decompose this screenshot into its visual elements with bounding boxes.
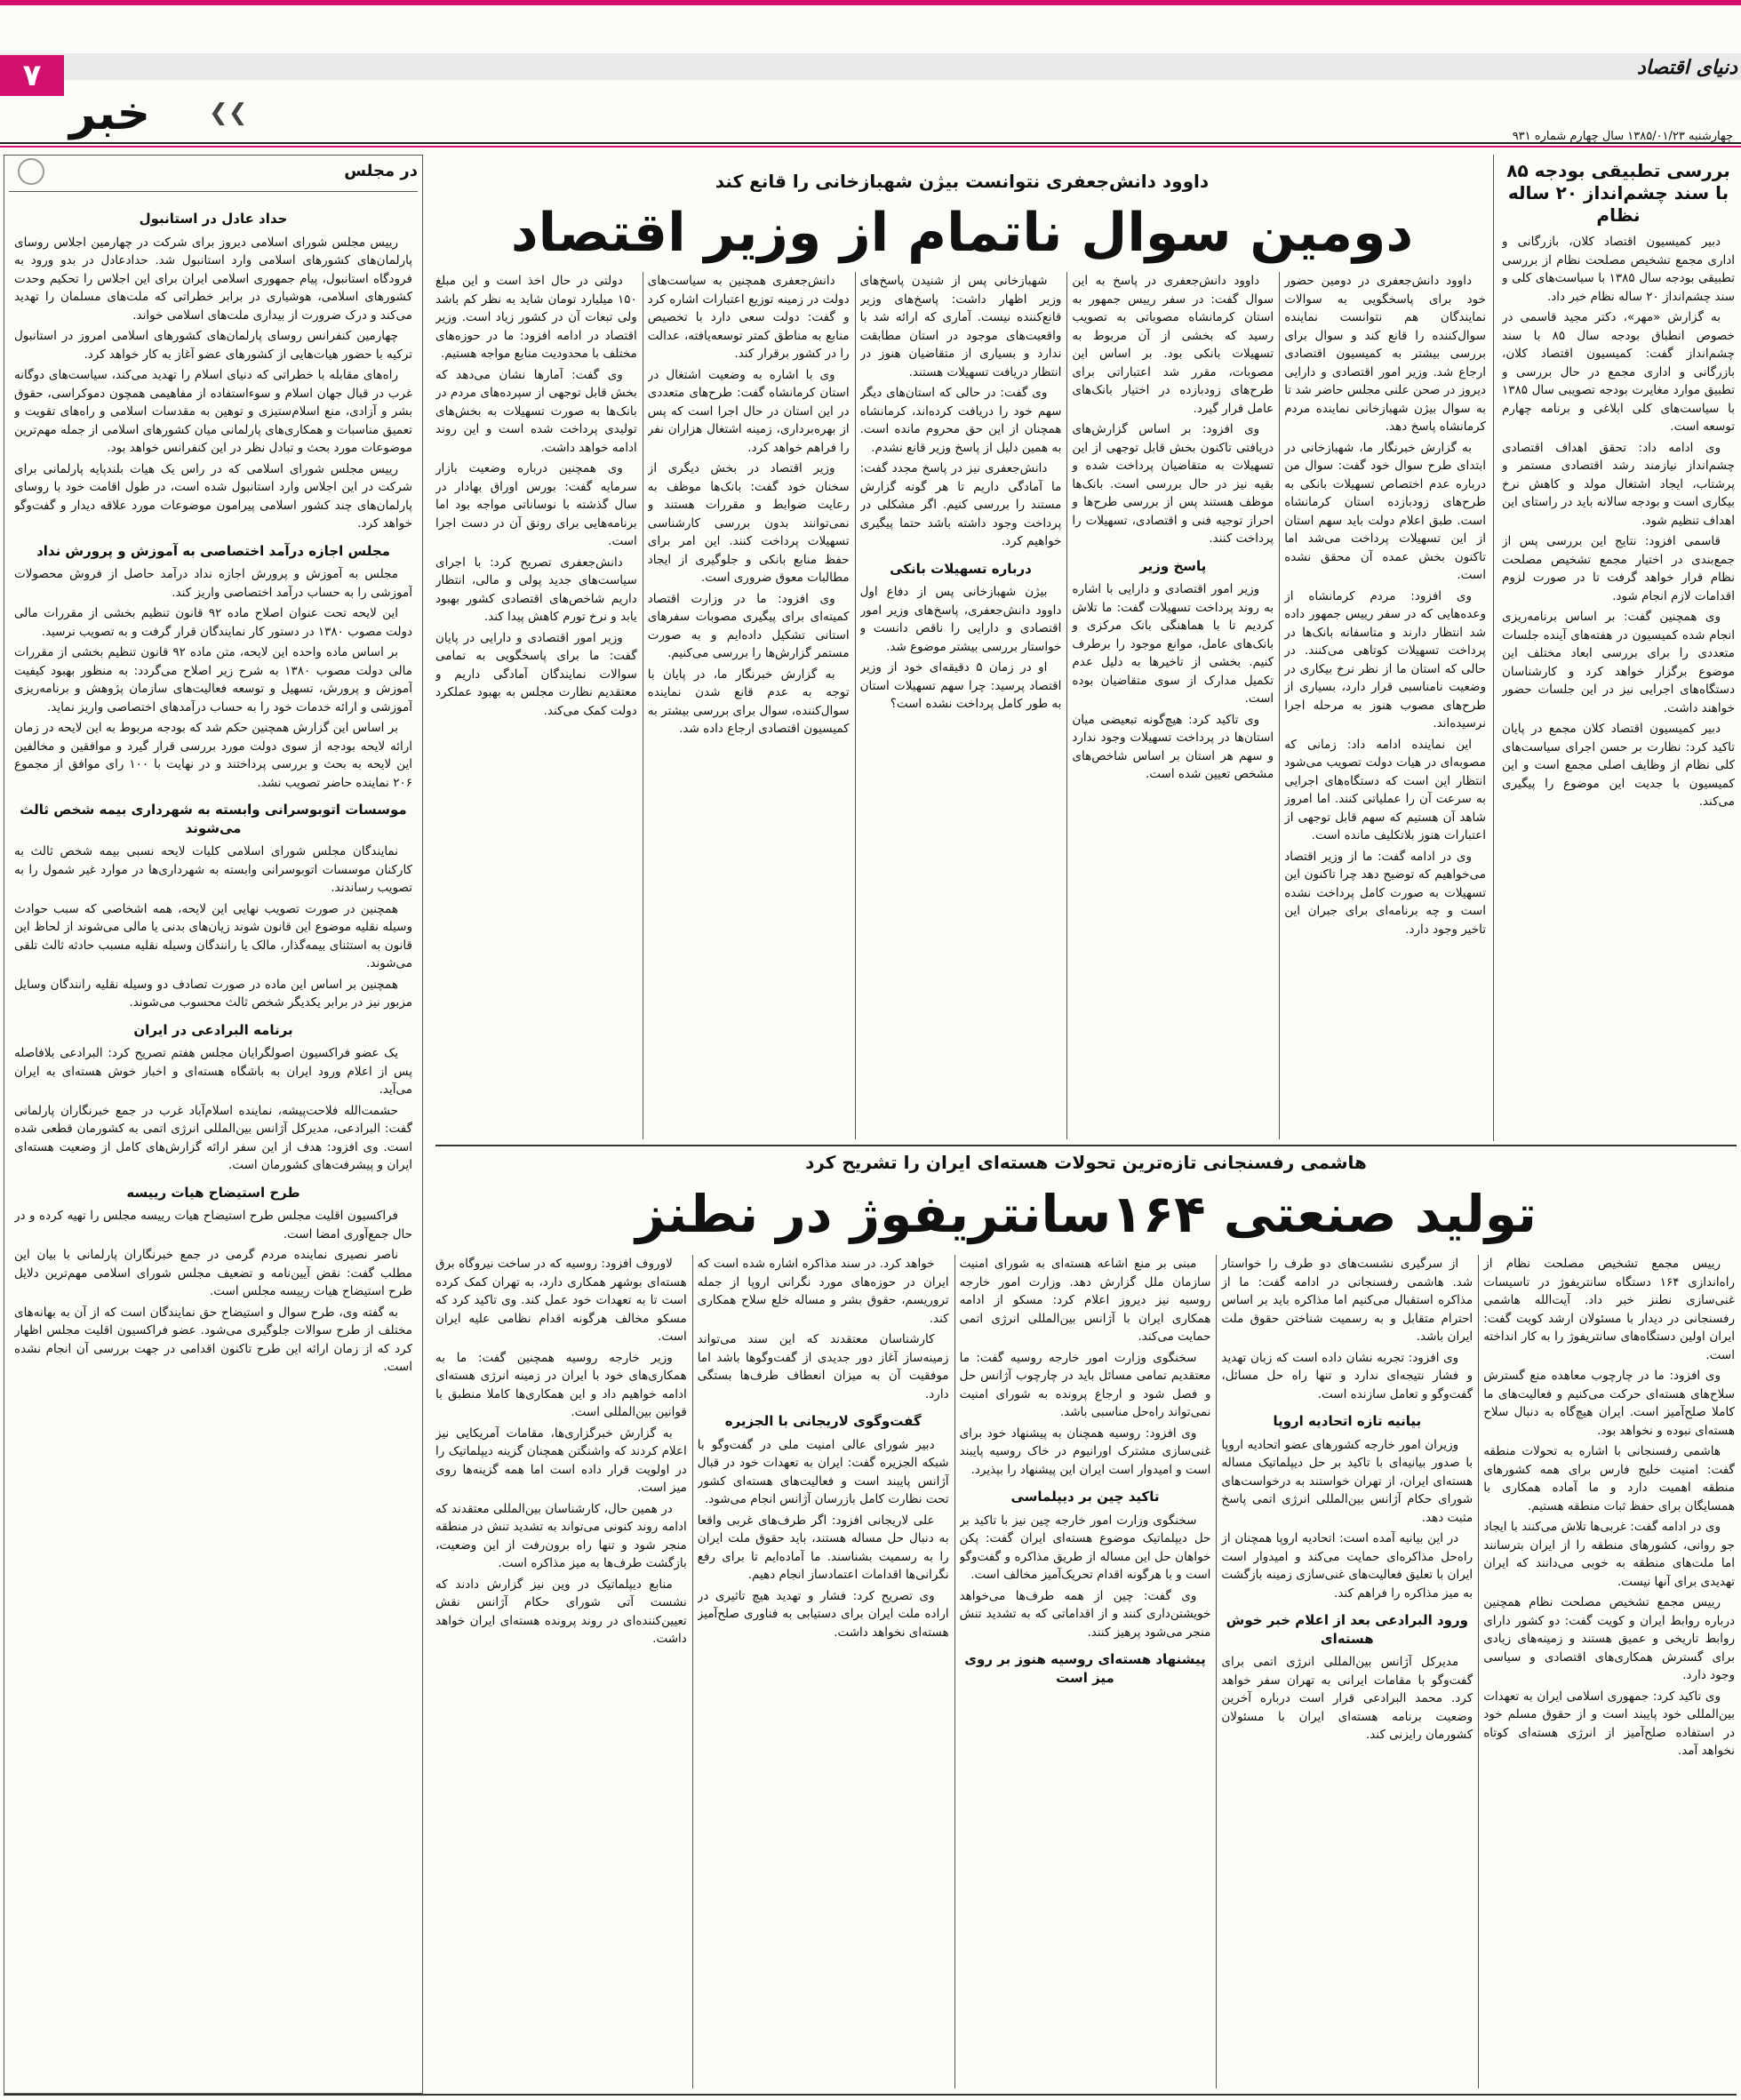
article2-paragraph: سخنگوی وزارت امور خارجه چین نیز با تاکید بر حل دیپلماتیک موضوع هسته‌ای ایران گفت: پکن خواهان حل این مساله از طریق مذاکره و گفت‌وگو است و با هرگونه اقدام تحریک‌آمیز مخالف است. — [959, 1513, 1211, 1582]
article2-paragraph: وزیر خارجه روسیه همچنین گفت: ما به همکاری‌های خود با ایران در زمینه انرژی هسته‌ای ادامه خواهیم داد و این همکاری‌ها کاملا منطبق با قوانین بین‌المللی است. — [435, 1350, 687, 1419]
article2-paragraph: لاوروف افزود: روسیه که در ساخت نیروگاه برق هسته‌ای بوشهر همکاری دارد، به تهران کمک کرده است تا به تعهدات خود عمل کند. وی تاکید کرد که مسکو مخالف هرگونه اقدام نظامی علیه ایران است. — [435, 1257, 687, 1344]
article1-paragraph: وی افزود: ما در وزارت اقتصاد کمیته‌ای برای پیگیری مصوبات سفرهای استانی تشکیل داده‌ایم و به صورت مستمر گزارش‌ها را بررسی می‌کنیم. — [647, 591, 850, 660]
sidebar-paragraph: بر اساس این گزارش همچنین حکم شد که بودجه مربوط به این لایحه در زمان ارائه لایحه بودجه از سوی دولت مورد بررسی قرار گیرد و موافقین و مخالفین این لایحه به بحث و بررسی پرداختند و در نهایت با ۱۰۰ رای موافق از مجموع ۲۰۶ نماینده حاضر تصویب نشد. — [14, 721, 412, 790]
article2-paragraph: کارشناسان معتقدند که این سند می‌تواند زمینه‌ساز آغاز دور جدیدی از گفت‌وگوها باشد اما موفقیت آن به میزان انعطاف طرف‌ها بستگی دارد. — [697, 1332, 949, 1401]
article1-paragraph: وزیر امور اقتصادی و دارایی در پایان گفت: ما برای پاسخگویی به تمامی سوالات نمایندگان آمادگی داریم و معتقدیم نظارت مجلس به بهبود عملکرد دولت کمک می‌کند. — [435, 630, 637, 718]
sidebar-paragraph: فراکسیون اقلیت مجلس طرح استیضاح هیات رییسه مجلس را تهیه کرده و در حال جمع‌آوری امضا است. — [14, 1209, 412, 1242]
article1-column — [860, 272, 1062, 1139]
article1-paragraph: وی افزود: مردم کرمانشاه از وعده‌هایی که در سفر رییس جمهور داده شد انتظار دارند و متاسفانه بانک‌ها در پرداخت تسهیلات کوتاهی می‌کنند. در حالی که استان ما از نظر نرخ بیکاری در وضعیت نامناسبی قرار دارد، بسیاری از طرح‌های مصوب هنوز به مرحله اجرا نرسیده‌اند. — [1284, 588, 1486, 731]
article1-column-rule — [855, 272, 856, 1139]
sidebar-paragraph: چهارمین کنفرانس روسای پارلمان‌های کشورهای اسلامی امروز در استانبول ترکیه با حضور هیات‌هایی از کشورهای عضو آغاز به کار خواهد کرد. — [14, 329, 412, 362]
article2-subheading: پیشنهاد هسته‌ای روسیه هنوز بر روی میز است — [964, 1651, 1206, 1686]
article1-paragraph: دانش‌جعفری نیز در پاسخ مجدد گفت: ما آمادگی داریم تا هر گونه گزارش مستند را بررسی کنیم. اگر مشکلی در پرداخت وجود داشته باشد حتما پیگیری خواهیم کرد. — [859, 461, 1062, 548]
article2-paragraph: از سرگیری نشست‌های دو طرف را خواستار شد. هاشمی رفسنجانی در ادامه گفت: ما از مذاکره استقبال می‌کنیم اما مذاکره باید بر اساس احترام متقابل و به رسمیت شناختن حقوق ملت ایران باشد. — [1221, 1257, 1473, 1344]
sidebar-paragraph: یک عضو فراکسیون اصولگرایان مجلس هفتم تصریح کرد: البرادعی بلافاصله پس از اعلام ورود ایران به باشگاه هسته‌ای و اخبار خوش هسته‌ای به ایران می‌آید. — [14, 1046, 412, 1097]
article2-subheading: بیانیه تازه اتحادیه اروپا — [1273, 1413, 1422, 1429]
article2-paragraph: وی در ادامه گفت: غربی‌ها تلاش می‌کنند با ایجاد جو روانی، کشورهای منطقه را از ایران بترسانند اما ملت‌های منطقه به خوبی می‌دانند که ایران تهدیدی برای آنها نیست. — [1483, 1520, 1735, 1589]
sidebar-section-heading: برنامه البرادعی در ایران — [133, 1021, 293, 1038]
sidebar-paragraph: حشمت‌الله فلاحت‌پیشه، نماینده اسلام‌آباد غرب در جمع خبرنگاران پارلمانی گفت: البرادعی، مدیرکل آژانس بین‌المللی انرژی اتمی به کشورمان قطعی شده است. وی افزود: هدف از این سفر ارائه گزارش‌های کامل از وضعیت هسته‌ای ایران و پیشرفت‌های کشورمان است. — [14, 1103, 412, 1172]
sidebar-section-heading: موسسات اتوبوسرانی وابسته به شهرداری بیمه شخص ثالث می‌شوند — [20, 802, 407, 836]
article2-column-rule — [1216, 1255, 1217, 2088]
article2-paragraph: به گزارش خبرگزاری‌ها، مقامات آمریکایی نیز اعلام کردند که واشنگتن همچنان گزینه دیپلماتیک را در اولویت قرار داده است اما همه گزینه‌ها روی میز است. — [435, 1425, 687, 1495]
section-label-arrows-icon: ❯❯ — [209, 100, 248, 126]
article1-column — [648, 272, 850, 1139]
page-number-box — [0, 55, 64, 96]
paper-logo: دنیای اقتصاد — [1637, 57, 1737, 79]
article1-kicker: داوود دانش‌جعفری نتوانست بیژن شهبازخانی را قانع کند — [715, 171, 1210, 192]
brief-heading: بررسی تطبیقی بودجه ۸۵ با سند چشم‌انداز ۲۰ ساله نظام — [1506, 160, 1730, 226]
sidebar-title: در مجلس — [344, 162, 418, 180]
article2-column — [960, 1255, 1211, 2088]
article1-paragraph: داوود دانش‌جعفری در دومین حضور خود برای پاسخگویی به سوالات نمایندگان هم نتوانست نماینده سوال‌کننده را قانع کند و سوال برای بررسی بیشتر به کمیسیون اقتصادی ارجاع شد. وزیر امور اقتصادی و دارایی دیروز در صحن علنی مجلس حاضر شد تا به سوال بیژن شهبازخانی نماینده مردم کرمانشاه پاسخ دهد. — [1284, 274, 1486, 434]
article2-paragraph: وی افزود: ما در چارچوب معاهده منع گسترش سلاح‌های هسته‌ای حرکت می‌کنیم و فعالیت‌های ما کاملا صلح‌آمیز است. ایران هیچ‌گاه به دنبال سلاح هسته‌ای نبوده و نخواهد بود. — [1483, 1369, 1735, 1438]
article2-paragraph: مدیرکل آژانس بین‌المللی انرژی اتمی برای گفت‌وگو با مقامات ایرانی به تهران سفر خواهد کرد. محمد البرادعی قرار است درباره آخرین وضعیت برنامه هسته‌ای ایران با مسئولان کشورمان رایزنی کند. — [1221, 1655, 1473, 1742]
article2-headline: تولید صنعتی ۱۶۴سانتریفوژ در نطنز — [635, 1184, 1537, 1244]
article1-subheading: درباره تسهیلات بانکی — [890, 560, 1032, 577]
article1-column-rule — [1279, 272, 1280, 1139]
article2-subheading: گفت‌وگوی لاریجانی با الجزیره — [724, 1413, 922, 1429]
article2-paragraph: مبنی بر منع اشاعه هسته‌ای به شورای امنیت سازمان ملل گزارش دهد. وزارت امور خارجه روسیه نیز دیروز اعلام کرد: مسکو از ادامه همکاری ایران با آژانس بین‌المللی انرژی اتمی حمایت می‌کند. — [959, 1257, 1211, 1344]
article1-paragraph: داوود دانش‌جعفری در پاسخ به این سوال گفت: در سفر رییس جمهور به استان کرمانشاه مصوباتی به تصویب رسید که بخشی از آن مربوط به تسهیلات بانکی بود. بر اساس این مصوبات، مقرر شد اعتباراتی برای طرح‌های زودبازده در اختیار بانک‌های عامل قرار گیرد. — [1072, 274, 1274, 416]
article2-paragraph: وی افزود: روسیه همچنان به پیشنهاد خود برای غنی‌سازی مشترک اورانیوم در خاک روسیه پایبند است و امیدوار است ایران این پیشنهاد را بپذیرد. — [959, 1425, 1211, 1477]
article1-paragraph: دولتی در حال اخذ است و این مبلغ ۱۵۰ میلیارد تومان شاید به نظر کم باشد ولی تبعات آن در کشور زیاد است. وزیر اقتصاد در ادامه افزود: ما در حوزه‌های مختلف با محدودیت منابع مواجه هستیم. — [435, 274, 637, 361]
article2-column-rule — [692, 1255, 693, 2088]
article2-paragraph: خواهد کرد. در سند مذاکره اشاره شده است که ایران در حوزه‌های مورد نگرانی اروپا از جمله تروریسم، حقوق بشر و مساله خلع سلاح همکاری کند. — [697, 1257, 949, 1326]
sidebar-paragraph: ناصر نصیری نماینده مردم گرمی در جمع خبرنگاران پارلمانی با بیان این مطلب گفت: نقض آیین‌نامه و تضعیف مجلس شورای اسلامی مهم‌ترین دلایل طرح استیضاح هیات رییسه مجلس است. — [14, 1248, 412, 1298]
article-separator — [435, 1145, 1737, 1146]
brief-paragraph: قاسمی افزود: نتایج این بررسی پس از جمع‌بندی در اختیار مجمع تشخیص مصلحت نظام قرار خواهد گرفت تا در صورت لزوم اقدامات لازم انجام شود. — [1502, 534, 1735, 603]
article2-paragraph: هاشمی رفسنجانی با اشاره به تحولات منطقه گفت: امنیت خلیج فارس برای همه کشورهای منطقه اهمیت دارد و ما آماده همکاری با همسایگان برای حفظ ثبات منطقه هستیم. — [1483, 1444, 1735, 1513]
article1-paragraph: به گزارش خبرنگار ما، در پایان با توجه به عدم قانع شدن نماینده سوال‌کننده، سوال برای بررسی بیشتر به کمیسیون اقتصادی ارجاع داده شد. — [647, 667, 850, 736]
masthead-band — [0, 53, 1741, 80]
article1-paragraph: شهبازخانی پس از شنیدن پاسخ‌های وزیر اظهار داشت: پاسخ‌های وزیر قانع‌کننده نیست. آماری که ارائه شد با واقعیت‌های موجود در استان مطابقت ندارد و بسیاری از متقاضیان هنوز در انتظار دریافت تسهیلات هستند. — [859, 274, 1062, 379]
page-number: ۷ — [22, 58, 42, 93]
sidebar-logo-icon — [18, 158, 44, 185]
brief-paragraph: وی همچنین گفت: بر اساس برنامه‌ریزی انجام شده کمیسیون در هفته‌های آینده جلسات متعددی را برای بررسی ابعاد مختلف این موضوع برگزار خواهد کرد و کارشناسان دستگاه‌های اجرایی نیز در این جلسات حضور خواهند داشت. — [1502, 610, 1735, 715]
masthead-top-bar — [0, 0, 1741, 5]
article2-paragraph: وی تاکید کرد: جمهوری اسلامی ایران به تعهدات بین‌المللی خود پایبند است و از حقوق مسلم خود در استفاده صلح‌آمیز از انرژی هسته‌ای کوتاه نخواهد آمد. — [1483, 1689, 1735, 1758]
article1-paragraph: وی در ادامه گفت: ما از وزیر اقتصاد می‌خواهیم که توضیح دهد چرا تاکنون این تسهیلات به صورت کامل پرداخت نشده است و چه برنامه‌ای برای جبران این تاخیر وجود دارد. — [1284, 849, 1486, 937]
article1-paragraph: وی تاکید کرد: هیچ‌گونه تبعیضی میان استان‌ها در پرداخت تسهیلات وجود ندارد و سهم هر استان بر اساس شاخص‌های مشخص تعیین شده است. — [1072, 712, 1274, 781]
article1-paragraph: وی افزود: بر اساس گزارش‌های دریافتی تاکنون بخش قابل توجهی از این تسهیلات به متقاضیان پرداخت شده و بقیه نیز در حال بررسی است. بانک‌ها موظف هستند پس از بررسی طرح‌ها و احراز توجیه فنی و اقتصادی، تسهیلات را پرداخت کنند. — [1072, 422, 1274, 546]
article2-paragraph: در همین حال، کارشناسان بین‌المللی معتقدند که ادامه روند کنونی می‌تواند به تشدید تنش در منطقه منجر شود و تنها راه برون‌رفت از این وضعیت، بازگشت طرف‌ها به میز مذاکره است. — [435, 1501, 687, 1570]
sidebar-paragraph: همچنین بر اساس این ماده در صورت تصادف دو وسیله نقلیه رانندگان وسایل مزبور نیز در برابر یکدیگر شخص ثالث محسوب می‌شوند. — [14, 977, 412, 1010]
article2-column-rule — [1478, 1255, 1479, 2088]
article1-paragraph: دانش‌جعفری همچنین به سیاست‌های دولت در زمینه توزیع اعتبارات اشاره کرد و گفت: دولت سعی دارد با تخصیص منابع به مناطق کمتر توسعه‌یافته، عدالت را در کشور برقرار کند. — [647, 274, 850, 361]
sidebar-section-heading: مجلس اجازه درآمد اختصاصی به آموزش و پرورش نداد — [36, 542, 390, 559]
article2-paragraph: وی افزود: تجربه نشان داده است که زبان تهدید و فشار نتیجه‌ای ندارد و تنها راه حل مسائل، گفت‌وگو و تعامل سازنده است. — [1221, 1350, 1473, 1401]
article2-column — [435, 1255, 687, 2088]
article2-column — [1483, 1255, 1735, 2088]
article2-paragraph: رییس مجمع تشخیص مصلحت نظام همچنین درباره روابط ایران و کویت گفت: دو کشور دارای روابط تاریخی و عمیق هستند و زمینه‌های زیادی برای گسترش همکاری‌های اقتصادی و سیاسی وجود دارد. — [1483, 1595, 1735, 1682]
issue-line: چهارشنبه ۱۳۸۵/۰۱/۲۳ سال چهارم شماره ۹۳۱ — [1512, 130, 1733, 143]
article2-paragraph: وی گفت: چین از همه طرف‌ها می‌خواهد خویشتن‌داری کنند و از اقداماتی که به تشدید تنش منجر می‌شود پرهیز کنند. — [959, 1588, 1211, 1640]
article2-paragraph: سخنگوی وزارت امور خارجه روسیه گفت: ما معتقدیم تمامی مسائل باید در چارچوب آژانس حل و فصل شود و ارجاع پرونده به شورای امنیت نمی‌تواند راه‌حل مناسبی باشد. — [959, 1350, 1211, 1419]
article1-paragraph: او در زمان ۵ دقیقه‌ای خود از وزیر اقتصاد پرسید: چرا سهم تسهیلات استان به طور کامل پرداخت نشده است؟ — [859, 660, 1062, 711]
article2-paragraph: منابع دیپلماتیک در وین نیز گزارش دادند که نشست آتی شورای حکام آژانس نقش تعیین‌کننده‌ای در روند پرونده هسته‌ای ایران خواهد داشت. — [435, 1577, 687, 1646]
article1-column-rule — [1066, 272, 1067, 1139]
article2-paragraph: وزیران امور خارجه کشورهای عضو اتحادیه اروپا با صدور بیانیه‌ای با تاکید بر حل دیپلماتیک مساله هسته‌ای ایران، از تهران خواستند به درخواست‌های شورای حکام آژانس بین‌المللی انرژی اتمی پاسخ مثبت دهد. — [1221, 1437, 1473, 1525]
article1-paragraph: وزیر اقتصاد در بخش دیگری از سخنان خود گفت: بانک‌ها موظف به رعایت ضوابط و مقررات هستند و نمی‌توانند بدون بررسی کارشناسی تسهیلات پرداخت کنند. این امر برای حفظ منابع بانکی و جلوگیری از ایجاد مطالبات معوق ضروری است. — [647, 461, 850, 585]
article1-paragraph: این نماینده ادامه داد: زمانی که مصوبه‌ای در هیات دولت تصویب می‌شود انتظار این است که دستگاه‌های اجرایی به سرعت آن را عملیاتی کنند. اما امروز شاهد آن هستیم که سهم قابل توجهی از اعتبارات هنوز بلاتکلیف مانده است. — [1284, 737, 1486, 842]
article2-paragraph: علی لاریجانی افزود: اگر طرف‌های غربی واقعا به دنبال حل مساله هستند، باید حقوق ملت ایران را به رسمیت بشناسند. ما آماده‌ایم تا برای رفع نگرانی‌ها اقدامات اعتمادساز انجام دهیم. — [697, 1513, 949, 1582]
sidebar-paragraph: به گفته وی، طرح سوال و استیضاح حق نمایندگان است که از آن به بهانه‌های مختلف از طرح سوالات جلوگیری می‌شود. عضو فراکسیون اقلیت مجلس اظهار کرد که از زمان ارائه این طرح تاکنون اقدامی در جهت بررسی آن انجام نشده است. — [14, 1305, 412, 1374]
sidebar-paragraph: این لایحه تحت عنوان اصلاح ماده ۹۲ قانون تنظیم بخشی از مقررات مالی دولت مصوب ۱۳۸۰ در دستور کار نمایندگان قرار گرفت و به تصویب نرسید. — [14, 606, 412, 639]
sidebar-paragraph: نمایندگان مجلس شورای اسلامی کلیات لایحه نسبی بیمه شخص ثالث به کارکنان موسسات اتوبوسرانی وابسته به شهرداری‌ها در موارد غیر شمول را به تصویب رساندند. — [14, 844, 412, 895]
article2-subheading: تاکید چین بر دیپلماسی — [1010, 1489, 1160, 1505]
article1-column — [1072, 272, 1274, 1139]
article2-column-rule — [954, 1255, 955, 2088]
sidebar-section-heading: حداد عادل در استانبول — [139, 211, 288, 227]
article1-paragraph: وی گفت: در حالی که استان‌های دیگر سهم خود را دریافت کرده‌اند، کرمانشاه همچنان از این حق محروم مانده است. به همین دلیل از پاسخ وزیر قانع نشدم. — [859, 386, 1062, 455]
article1-column — [1284, 272, 1486, 1139]
article2-kicker: هاشمی رفسنجانی تازه‌ترین تحولات هسته‌ای ایران را تشریح کرد — [805, 1152, 1367, 1173]
section-label: خبر — [69, 87, 151, 140]
article2-subheading: ورود البرادعی بعد از اعلام خبر خوش هسته‌ای — [1226, 1612, 1468, 1647]
article1-headline: دومین سوال ناتمام از وزیر اقتصاد — [510, 202, 1414, 264]
sidebar-paragraph: رییس مجلس شورای اسلامی دیروز برای شرکت در چهارمین اجلاس روسای پارلمان‌های کشورهای اسلامی وارد استانبول شد. حدادعادل در بدو ورود به فرودگاه استانبول، پیام جمهوری اسلامی ایران برای این اجلاس را تحکیم وحدت کشورهای اسلامی، هوشیاری در برابر خطراتی که ملت‌های مسلمان را تهدید می‌کند و درک ضرورت از بیداری ملت‌های اسلامی خواند. — [14, 235, 412, 323]
article1-paragraph: وی همچنین درباره وضعیت بازار سرمایه گفت: بورس اوراق بهادار در سال گذشته با نوساناتی مواجه بود اما برنامه‌هایی برای رونق آن در دست اجرا است. — [435, 461, 637, 548]
sidebar-title-rule — [9, 191, 418, 192]
page-bottom-rule — [4, 2094, 1737, 2096]
article2-paragraph: در این بیانیه آمده است: اتحادیه اروپا همچنان از راه‌حل مذاکره‌ای حمایت می‌کند و امیدوار است ایران با تعلیق فعالیت‌های غنی‌سازی زمینه بازگشت به میز مذاکره را فراهم کند. — [1221, 1531, 1473, 1601]
brief-divider — [1493, 155, 1494, 1141]
brief-paragraph: به گزارش «مهر»، دکتر مجید قاسمی در خصوص انطباق بودجه سال ۸۵ با سند چشم‌انداز گفت: کمیسیون اقتصاد کلان، بازرگانی و اداری مجمع در حال بررسی و تطبیق موارد مغایرت بودجه تصویبی سال ۱۳۸۵ با سیاست‌های کلی ابلاغی و برنامه چهارم توسعه است. — [1502, 310, 1735, 434]
article1-column — [435, 272, 637, 1139]
article1-paragraph: بیژن شهبازخانی پس از دفاع اول داوود دانش‌جعفری، پاسخ‌های وزیر امور اقتصادی و دارایی را ناقص دانست و خواستار بررسی بیشتر موضوع شد. — [859, 585, 1062, 654]
brief-body — [1502, 233, 1735, 1138]
article1-paragraph: وزیر امور اقتصادی و دارایی با اشاره به روند پرداخت تسهیلات گفت: ما تلاش کردیم تا با هماهنگی بانک مرکزی و بانک‌های عامل، موانع موجود را برطرف کنیم. بخشی از تاخیرها به دلیل عدم تکمیل مدارک از سوی متقاضیان بوده است. — [1072, 582, 1274, 706]
article1-subheading: پاسخ وزیر — [1139, 557, 1207, 574]
article1-paragraph: دانش‌جعفری تصریح کرد: با اجرای سیاست‌های جدید پولی و مالی، انتظار داریم شاخص‌های اقتصادی کشور بهبود یابد و نرخ تورم کاهش پیدا کند. — [435, 555, 637, 624]
article1-paragraph: به گزارش خبرنگار ما، شهبازخانی در ابتدای طرح سوال خود گفت: سوال من درباره عدم اختصاص تسهیلات بانکی به طرح‌های زودبازده استان کرمانشاه است. طبق اعلام دولت باید سهم استان از این تسهیلات پرداخت می‌شد اما تاکنون بخش عمده آن محقق نشده است. — [1284, 440, 1486, 582]
article2-paragraph: دبیر شورای عالی امنیت ملی در گفت‌وگو با شبکه الجزیره گفت: ایران به تعهدات خود در قبال آژانس پایبند است و فعالیت‌های هسته‌ای کشور تحت نظارت کامل بازرسان آژانس انجام می‌شود. — [697, 1437, 949, 1506]
article2-column — [698, 1255, 949, 2088]
article1-paragraph: وی با اشاره به وضعیت اشتغال در استان کرمانشاه گفت: طرح‌های متعددی در این استان در حال اجرا است که پس از بهره‌برداری، زمینه اشتغال هزاران نفر را فراهم خواهد کرد. — [647, 367, 850, 455]
article2-paragraph: وی تصریح کرد: فشار و تهدید هیچ تاثیری در اراده ملت ایران برای دستیابی به فناوری صلح‌آمیز هسته‌ای نخواهد داشت. — [697, 1588, 949, 1640]
sidebar-body — [14, 201, 412, 2087]
article1-paragraph: وی گفت: آمارها نشان می‌دهد که بخش قابل توجهی از سپرده‌های مردم در بانک‌ها به صورت تسهیلات به بخش‌های تولیدی پرداخت شده است و این روند ادامه خواهد داشت. — [435, 367, 637, 455]
masthead-pink-rule — [0, 146, 1741, 148]
article2-column — [1221, 1255, 1473, 2088]
sidebar-paragraph: همچنین در صورت تصویب نهایی این لایحه، همه اشخاصی که سبب حوادث وسیله نقلیه موضوع این قانون شوند زیان‌های بدنی یا مالی می‌شوند از لحاظ این قانون به استثنای بیمه‌گذار، مالک یا رانندگان وسیله نقلیه مسبب حادثه ثالث تلقی می‌شوند. — [14, 901, 412, 970]
brief-paragraph: دبیر کمیسیون اقتصاد کلان، بازرگانی و اداری مجمع تشخیص مصلحت نظام از بررسی تطبیقی بودجه سال ۱۳۸۵ با سیاست‌های کلی و سند چشم‌انداز ۲۰ ساله نظام خبر داد. — [1502, 235, 1735, 304]
sidebar-paragraph: بر اساس ماده واحده این لایحه، متن ماده ۹۲ قانون تنظیم بخشی از مقررات مالی دولت مصوب ۱۳۸۰ به شرح زیر اصلاح می‌گردد: به منظور بهبود کیفیت آموزش و پرورش، تسهیل و توسعه فعالیت‌های سازمان پژوهش و برنامه‌ریزی آموزشی و ارائه خدمات خود را به حساب درآمدهای اختصاصی واریز نماید. — [14, 645, 412, 715]
sidebar-paragraph: راه‌های مقابله با خطراتی که دنیای اسلام را تهدید می‌کند، سیاست‌های دوگانه غرب در قبال جهان اسلام و سوءاستفاده از مفاهیمی همچون دموکراسی، حقوق بشر و آزادی، منع اسلام‌ستیزی و توهین به مقدسات اسلامی و راه‌های تقویت و تعمیق مناسبات و همکاری‌های پارلمانی میان کشورهای اسلامی از جمله مهم‌ترین موضوعات مورد بحث و تبادل نظر در این کنفرانس خواهد بود. — [14, 368, 412, 455]
sidebar-paragraph: رییس مجلس شورای اسلامی که در راس یک هیات بلندپایه پارلمانی برای شرکت در این اجلاس وارد استانبول شده است، در طول اقامت خود با روسای پارلمان‌های چند کشور اسلامی پیرامون موضوعات مورد علاقه دیدار و گفت‌وگو خواهد کرد. — [14, 461, 412, 531]
brief-paragraph: دبیر کمیسیون اقتصاد کلان مجمع در پایان تاکید کرد: نظارت بر حسن اجرای سیاست‌های کلی نظام از وظایف اصلی مجمع است و این کمیسیون با جدیت این موضوع را پیگیری می‌کند. — [1502, 722, 1735, 809]
brief-paragraph: وی ادامه داد: تحقق اهداف اقتصادی چشم‌انداز نیازمند رشد اقتصادی مستمر و پرشتاب، ایجاد اشتغال مولد و کاهش نرخ بیکاری است و بودجه سالانه باید در راستای این اهداف تنظیم شود. — [1502, 440, 1735, 528]
sidebar-paragraph: مجلس به آموزش و پرورش اجازه نداد درآمد حاصل از فروش محصولات آموزشی را به حساب درآمد اختصاصی واریز کند. — [14, 567, 412, 600]
sidebar-section-heading: طرح استیضاح هیات رییسه — [126, 1184, 300, 1201]
article2-paragraph: رییس مجمع تشخیص مصلحت نظام از راه‌اندازی ۱۶۴ دستگاه سانتریفوژ در تاسیسات غنی‌سازی نطنز خبر داد. آیت‌الله هاشمی رفسنجانی در دیدار با مسئولان ارشد کویت گفت: ایران اولین دستگاه‌های سانتریفوژ را به کار انداخته است. — [1483, 1257, 1735, 1362]
